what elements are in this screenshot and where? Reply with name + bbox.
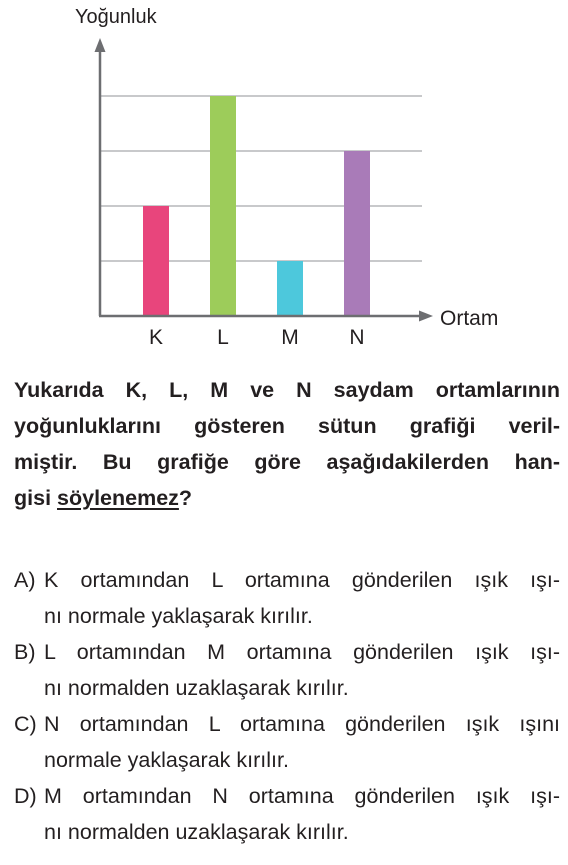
option-text-line: nı normale yaklaşarak kırılır. — [44, 604, 313, 628]
y-axis-arrow-icon — [95, 38, 106, 52]
y-axis-label: Yoğunluk — [75, 6, 157, 28]
x-tick-label-k: K — [148, 326, 164, 349]
question-line: yoğunluklarını gösteren sütun grafiği veril- — [14, 414, 560, 438]
bar-n — [344, 151, 370, 316]
answer-options — [14, 562, 560, 850]
option-letter: B) — [14, 640, 36, 664]
question-text — [14, 372, 560, 516]
bar-chart — [0, 0, 568, 360]
x-tick-label-l: L — [217, 326, 229, 349]
option-text-line: nı normalden uzaklaşarak kırılır. — [44, 820, 349, 844]
option-text-line: M ortamından N ortamına gönderilen ışık ışı- — [44, 784, 560, 808]
x-axis-arrow-icon — [419, 311, 433, 322]
question-text-before: gisi — [14, 486, 58, 510]
bar-l — [210, 96, 236, 316]
x-tick-label-m: M — [281, 326, 299, 349]
option-letter: C) — [14, 712, 37, 736]
option-letter: A) — [14, 568, 36, 592]
question-text-after: ? — [178, 486, 193, 510]
option-text-line: L ortamından M ortamına gönderilen ışık ışı- — [44, 640, 560, 664]
bar-m — [277, 261, 303, 316]
question-line: Yukarıda K, L, M ve N saydam ortamlarının — [14, 378, 560, 402]
option-b[interactable] — [14, 634, 560, 706]
option-text-line: K ortamından L ortamına gönderilen ışık ışı- — [44, 568, 560, 592]
option-a[interactable] — [14, 562, 560, 634]
x-tick-labels — [149, 326, 365, 349]
option-c[interactable] — [14, 706, 560, 778]
question-line — [14, 480, 560, 516]
bar-k — [143, 206, 169, 316]
option-letter: D) — [14, 784, 37, 808]
x-tick-label-n: N — [349, 326, 365, 349]
option-d[interactable] — [14, 778, 560, 850]
option-text-line: nı normalden uzaklaşarak kırılır. — [44, 676, 349, 700]
question-underlined-word: söylenemez — [57, 486, 179, 510]
question-line: miştir. Bu grafiğe göre aşağıdakilerden han- — [14, 450, 560, 474]
x-axis-label: Ortam — [440, 307, 499, 330]
option-text-line: N ortamından L ortamına gönderilen ışık ışını — [44, 712, 560, 736]
option-text-line: normale yaklaşarak kırılır. — [44, 748, 289, 772]
